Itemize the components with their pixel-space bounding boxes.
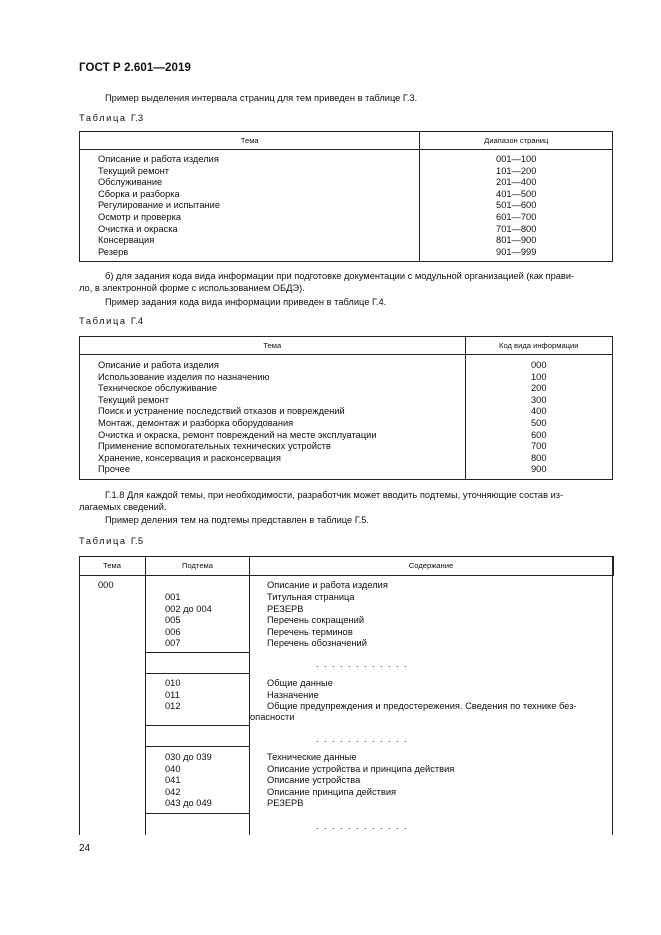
table-g4-topics-line: Хранение, консервация и расконсервация: [98, 452, 281, 463]
table-g3-topics-line: Резерв: [98, 246, 129, 257]
table-g5-right-border: [612, 556, 613, 835]
table-g5-group3-contents-line: Технические данные: [267, 752, 357, 762]
caption-number: Г.3: [130, 113, 144, 123]
table-g3-ranges-line: 201—400: [496, 177, 537, 188]
table-g5-group3-subtopics: [165, 752, 212, 810]
table-g3-ranges-line: 501—600: [496, 200, 537, 211]
caption-word: Таблица: [79, 316, 127, 326]
caption-word: Таблица: [79, 113, 127, 123]
table-g4-codes-line: 600: [531, 429, 547, 440]
table-g5-group2-subtopics-line: 011: [165, 689, 180, 700]
table-g3-ranges-line: 401—500: [496, 188, 537, 199]
table-g5-ellipsis-2: . . . . . . . . . . . .: [316, 734, 409, 744]
para-g18-line1: Г.1.8 Для каждой темы, при необходимости, разработчик может вводить подтемы, уточняющие состав из-: [105, 490, 564, 500]
table-g5-header-content: Содержание: [408, 561, 454, 570]
table-g5-group1-subtopics: [165, 592, 212, 650]
table-g3-topics: [98, 154, 419, 258]
table-g5-topic-code: 000: [98, 580, 114, 590]
table-g5-group2-contents-line: Общие данные: [267, 678, 333, 688]
table-g4-codes-line: 800: [531, 452, 547, 463]
table-g4-topics-line: Описание и работа изделия: [98, 360, 219, 370]
caption-word: Таблица: [79, 536, 127, 546]
table-g3-topics-line: Очистка и окраска: [98, 223, 178, 234]
table-g5-group2-contents-line: Назначение: [267, 689, 319, 700]
table-g4-codes-line: 200: [531, 383, 547, 394]
table-g5-col-divider-2: [249, 556, 250, 835]
table-g5-group1-subtopics-line: 005: [165, 615, 181, 626]
page-number: 24: [79, 843, 91, 854]
table-g5-group1-contents-line: Перечень сокращений: [267, 615, 365, 626]
table-g3-ranges-line: 101—200: [496, 165, 537, 176]
para-b-line1: б) для задания кода вида информации при подготовке документации с модульной организацией (как прави-: [105, 271, 575, 281]
table-g5-left-border: [79, 556, 80, 835]
table-g4-header-code: Код вида информации: [465, 337, 612, 355]
table-g4-codes-line: 500: [531, 417, 547, 428]
table-g5-group1-contents-line: Перечень терминов: [267, 626, 353, 637]
table-g5-group3-contents: [267, 752, 454, 810]
table-g4-topics-line: Текущий ремонт: [98, 394, 170, 405]
table-g4-header-topic: Тема: [80, 337, 466, 355]
table-g5-group3-subtopics-line: 030 до 039: [165, 752, 212, 762]
table-g3-header-range: Диапазон страниц: [420, 132, 613, 150]
table-g4-topics-line: Прочее: [98, 464, 131, 475]
table-g4-code-cell: [465, 355, 612, 480]
table-g5-group3-subtopics-line: 043 до 049: [165, 798, 212, 809]
table-g4-topics-line: Очистка и окраска, ремонт повреждений на месте эксплуатации: [98, 429, 377, 440]
table-g5-group2-top-divider: [145, 673, 250, 674]
table-g5-group2-subtopics: [165, 678, 181, 713]
table-g5-group2-contents: [267, 678, 577, 713]
table-g4-topics-line: Применение вспомогательных технических устройств: [98, 441, 331, 452]
table-g4-codes-line: 100: [531, 371, 547, 382]
table-g5-group2-divider: [145, 725, 250, 726]
table-g5-group3-subtopics-line: 042: [165, 786, 181, 797]
table-g5-group1-subtopics-line: 007: [165, 638, 181, 649]
table-g5-ellipsis-3: . . . . . . . . . . . .: [316, 821, 409, 831]
table-g4-topics-line: Монтаж, демонтаж и разборка оборудования: [98, 417, 294, 428]
table-g4-codes-line: 400: [531, 406, 547, 417]
table-g5-caption: [79, 536, 143, 546]
table-g5-group3-contents-line: Описание принципа действия: [267, 786, 397, 797]
para-g18-line2: лагаемых сведений.: [79, 502, 167, 512]
intro-g3: Пример выделения интервала страниц для тем приведен в таблице Г.3.: [105, 93, 418, 103]
table-g4-codes-line: 300: [531, 394, 547, 405]
table-g5-header-topic: Тема: [103, 561, 121, 570]
document-header: ГОСТ Р 2.601—2019: [79, 62, 191, 74]
table-g5-group3-top-divider: [145, 746, 250, 747]
table-g3-header-topic: Тема: [80, 132, 420, 150]
table-g5-group2-contents-line: Общие предупреждения и предостережения. Сведения по технике без-: [267, 701, 577, 712]
table-g5-group2-subtopics-line: 010: [165, 678, 181, 688]
table-g4-codes: [466, 360, 612, 476]
table-g4: [79, 336, 613, 480]
table-g3-ranges-line: 601—700: [496, 211, 537, 222]
table-g3-ranges: [420, 154, 612, 258]
table-g4-topics-line: Использование изделия по назначению: [98, 371, 270, 382]
table-g3-topics-line: Консервация: [98, 235, 155, 246]
table-g3-ranges-line: 901—999: [496, 246, 537, 257]
table-g5-group2-continuation: опасности: [250, 712, 295, 722]
table-g5-group2-subtopics-line: 012: [165, 701, 181, 712]
table-g5: [79, 556, 613, 835]
table-g4-codes-line: 900: [531, 464, 547, 475]
intro-g4: Пример задания кода вида информации приведен в таблице Г.4.: [105, 297, 387, 307]
table-g3-range-cell: [420, 150, 613, 262]
table-g5-header-subtopic: Подтема: [181, 561, 213, 570]
caption-number: Г.5: [130, 536, 144, 546]
table-g5-group3-subtopics-line: 040: [165, 763, 181, 774]
table-g5-group3-contents-line: Описание устройства: [267, 775, 361, 786]
table-g5-group3-contents-line: Описание устройства и принципа действия: [267, 763, 455, 774]
table-g4-codes-line: 700: [531, 441, 547, 452]
para-b-line2: ло, в электронной форме с использованием ОБДЭ).: [79, 283, 305, 293]
table-g4-topics-line: Техническое обслуживание: [98, 383, 217, 394]
table-g3-topics-line: Осмотр и проверка: [98, 211, 182, 222]
table-g5-group3-subtopics-line: 041: [165, 775, 181, 786]
table-g3-topics-line: Обслуживание: [98, 177, 163, 188]
table-g4-topic-cell: [80, 355, 466, 480]
table-g4-codes-line: 000: [531, 360, 547, 370]
table-g3-topics-line: Сборка и разборка: [98, 188, 180, 199]
table-g5-group3-divider: [145, 813, 250, 814]
table-g5-group3-contents-line: РЕЗЕРВ: [267, 798, 304, 809]
table-g3-topics-line: Регулирование и испытание: [98, 200, 220, 211]
table-g3-ranges-line: 701—800: [496, 223, 537, 234]
table-g5-ellipsis-1: . . . . . . . . . . . .: [316, 659, 409, 669]
table-g5-group1-contents: [267, 592, 367, 650]
table-g3-ranges-line: 001—100: [496, 154, 537, 164]
table-g3: [79, 131, 613, 262]
table-g5-group1-subtopics-line: 001: [165, 592, 181, 602]
table-g4-caption: [79, 316, 143, 326]
table-g5-topic-title: Описание и работа изделия: [267, 580, 388, 590]
table-g5-group1-subtopics-line: 002 до 004: [165, 603, 212, 614]
table-g3-ranges-line: 801—900: [496, 235, 537, 246]
caption-number: Г.4: [130, 316, 144, 326]
table-g3-topics-line: Текущий ремонт: [98, 165, 170, 176]
table-g5-group1-contents-line: РЕЗЕРВ: [267, 603, 304, 614]
table-g5-group1-subtopics-line: 006: [165, 626, 181, 637]
intro-g5: Пример деления тем на подтемы представлен в таблице Г.5.: [105, 515, 369, 525]
table-g5-col-divider-1: [145, 556, 146, 835]
table-g3-topic-cell: [80, 150, 420, 262]
table-g3-caption: [79, 113, 143, 123]
table-g4-topics-line: Поиск и устранение последствий отказов и повреждений: [98, 406, 345, 417]
table-g5-group1-divider: [145, 652, 250, 653]
table-g4-topics: [98, 360, 465, 476]
table-g5-group1-contents-line: Титульная страница: [267, 592, 355, 602]
table-g5-group1-contents-line: Перечень обозначений: [267, 638, 367, 649]
table-g3-topics-line: Описание и работа изделия: [98, 154, 219, 164]
